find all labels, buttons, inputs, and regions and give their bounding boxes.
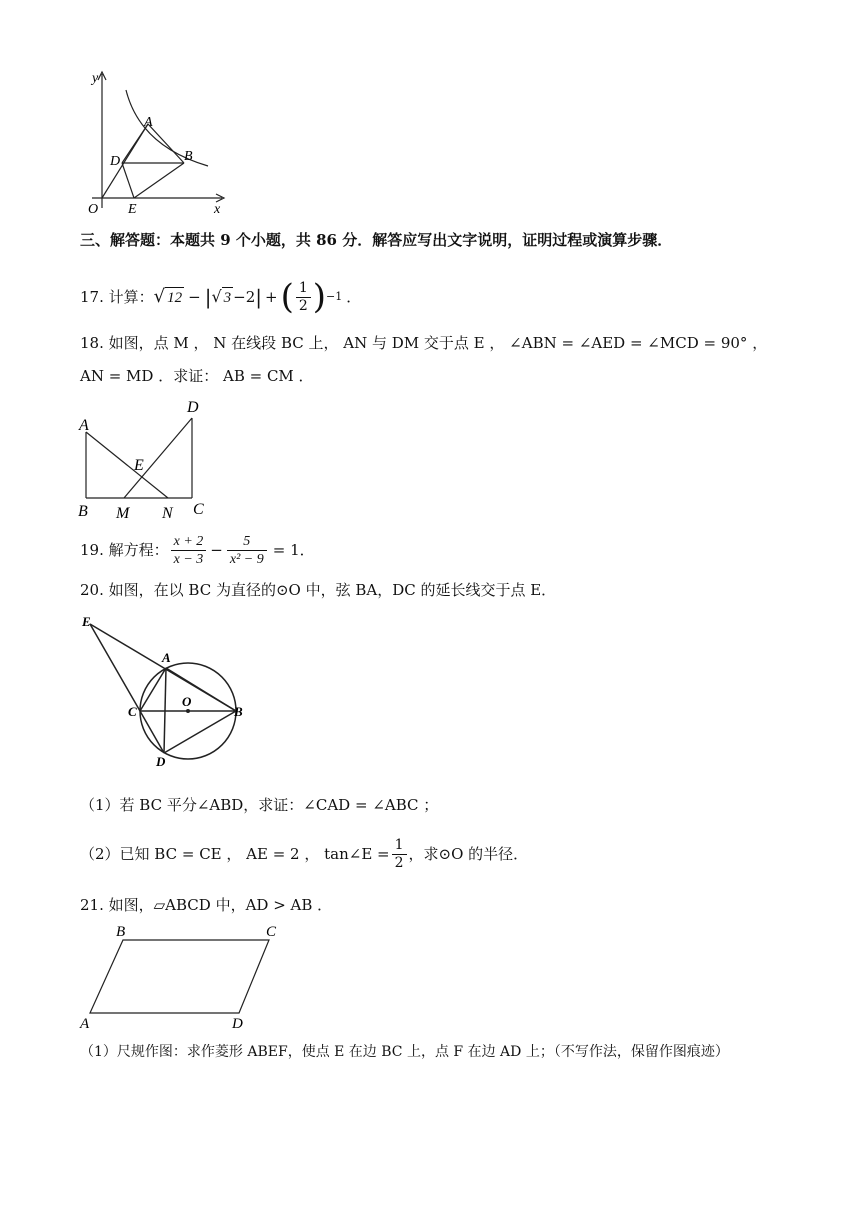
q21-part1: （1）尺规作图：求作菱形 ABEF，使点 E 在边 BC 上，点 F 在边 AD 上；（不写作法，保留作图痕迹） [80, 1044, 729, 1060]
q20-figure [78, 612, 258, 774]
question-17: 17. 计算： √ 12 − | √ 3 −2 | + ( $\frac{1}{2}$ ) −1 ． [80, 277, 362, 317]
q20-part2 [80, 834, 528, 874]
fig1-label-b: B [184, 149, 193, 164]
q20-fraction [392, 837, 407, 872]
q19-prefix: 19. 解方程： [80, 541, 169, 559]
fig1-label-y: y [92, 71, 99, 86]
q18-label-b: B [78, 503, 88, 520]
q21-label-d: D [232, 1016, 243, 1032]
q17-half [296, 280, 311, 315]
q19-f2-den: x² − 9 [229, 551, 264, 567]
fig1-label-e: E [128, 202, 137, 217]
q17-plus: + [265, 288, 278, 306]
q18-label-a: A [79, 417, 89, 434]
fig1-label-o: O [88, 202, 99, 217]
q18-label-n: N [162, 505, 173, 522]
q18-figure [74, 394, 214, 524]
q17-exponent: −1 [326, 290, 343, 303]
q19-f2-num: 5 [227, 533, 267, 551]
q18-label-c: C [193, 501, 204, 518]
q19-f1-den: x − 3 [173, 551, 204, 567]
q17-half-num: 1 [296, 280, 311, 298]
q21-label-a: A [80, 1016, 90, 1032]
q21-label-b: B [116, 924, 126, 940]
q20-frac-num: 1 [392, 837, 407, 855]
q18-line2: AN = MD ．求证： AB = CM ． [80, 367, 314, 385]
q19-fraction-2 [227, 533, 267, 568]
q18-line1: 18. 如图，点 M ， N 在线段 BC 上， AN 与 DM 交于点 E ， ∠ABN = ∠AED = ∠MCD = 90° ， [80, 334, 768, 352]
section-title: 三、解答题：本题共 9 个小题，共 86 分．解答应写出文字说明，证明过程或演算步骤． [80, 231, 673, 249]
fig1-label-x: x [214, 202, 221, 217]
q19-minus: − [210, 541, 223, 559]
q17-prefix: 17. 计算： [80, 288, 154, 306]
q20-part2-b: ，求⊙O 的半径． [408, 845, 529, 863]
q20-part1: （1）若 BC 平分∠ABD，求证：∠CAD = ∠ABC ； [80, 796, 439, 814]
q18-label-d: D [187, 399, 199, 416]
q19-fraction-1 [171, 533, 207, 568]
q20-label-a: A [162, 650, 171, 665]
question-19 [80, 530, 315, 570]
fig1-label-a: A [144, 115, 153, 130]
q17-minus-two: −2 [233, 288, 256, 306]
q17-half-den: 2 [298, 297, 308, 314]
q20-label-o: O [182, 694, 192, 709]
q19-rhs: = 1． [272, 541, 315, 559]
hyperbola-figure [80, 68, 230, 218]
q21-stem: 21. 如图，▱ABCD 中，AD > AB ． [80, 896, 333, 914]
q17-sqrt12: 12 [165, 287, 184, 308]
q20-frac-den: 2 [394, 854, 404, 871]
q18-label-e: E [134, 457, 144, 474]
q19-f1-num: x + 2 [171, 533, 207, 551]
q20-part2-a: （2）已知 BC = CE ， AE = 2 ， tan∠E = [80, 845, 390, 863]
q21-label-c: C [266, 924, 277, 940]
fig1-label-d: D [110, 154, 121, 169]
q20-label-d: D [156, 754, 166, 769]
q21-figure [76, 922, 286, 1034]
q18-label-m: M [116, 505, 130, 522]
q20-label-e: E [82, 614, 91, 629]
q17-end: ． [346, 288, 362, 306]
q17-sqrt3: 3 [222, 287, 234, 308]
q20-label-b: B [234, 704, 243, 719]
q20-stem: 20. 如图，在以 BC 为直径的⊙O 中，弦 BA，DC 的延长线交于点 E． [80, 581, 557, 599]
q20-label-c: C [128, 704, 137, 719]
